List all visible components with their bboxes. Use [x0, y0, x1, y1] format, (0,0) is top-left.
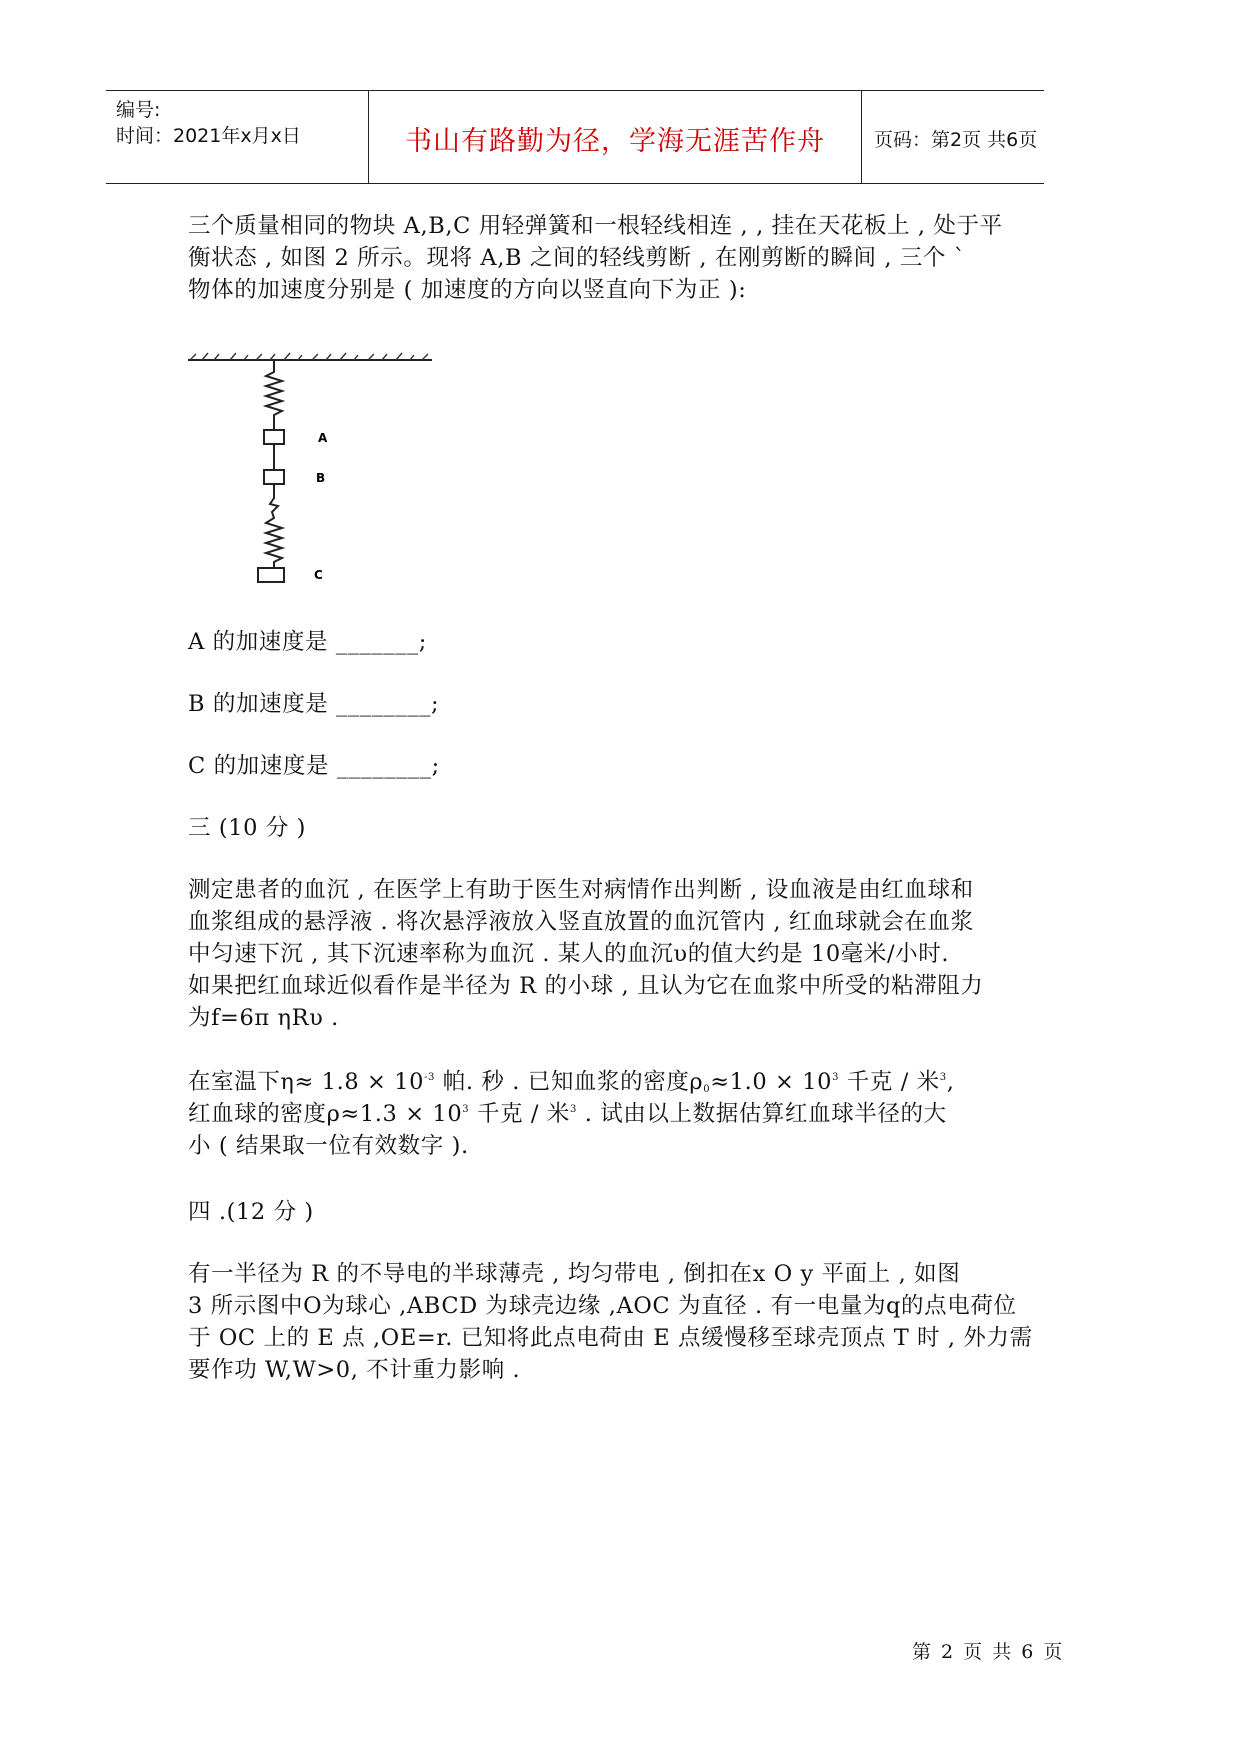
problem4-heading-text: 四 .(12 分 )	[188, 1199, 314, 1225]
problem4-body-line: 有一半径为 R 的不导电的半球薄壳 , 均匀带电 , 倒扣在x O y 平面上 , 如图	[188, 1261, 961, 1287]
problem2-intro-line: 物体的加速度分别是 ( 加速度的方向以竖直向下为正 ):	[188, 277, 747, 303]
label-a: A	[318, 431, 328, 445]
problem3-body	[188, 874, 1058, 1034]
block-c	[258, 568, 284, 582]
document-time-label: 时间：2021年x月x日	[116, 125, 301, 147]
header-page-info: 页码：第2页 共6页	[874, 129, 1038, 151]
label-c: C	[314, 568, 323, 582]
upper-spring	[266, 360, 282, 430]
header-page-cell	[862, 91, 1044, 183]
spring-mass-figure	[186, 348, 446, 588]
page-footer: 第 2 页 共 6 页	[912, 1641, 1065, 1663]
problem3-data-line-3: 小 ( 结果取一位有效数字 ).	[188, 1133, 469, 1159]
problem4-heading	[188, 1196, 1058, 1228]
problem3-body-line: 血浆组成的悬浮液 . 将次悬浮液放入竖直放置的血沉管内 , 红血球就会在血浆	[188, 909, 974, 935]
problem4-body-line: 3 所示图中O为球心 ,ABCD 为球壳边缘 ,AOC 为直径 . 有一电量为q的点电荷位	[188, 1293, 1017, 1319]
block-a	[264, 430, 284, 444]
answer-c-text: C 的加速度是 ________;	[188, 753, 440, 779]
document-number-label: 编号:	[116, 99, 161, 121]
header-meta-cell	[106, 91, 369, 183]
problem3-data	[188, 1066, 1058, 1162]
problem3-body-line: 中匀速下沉 , 其下沉速率称为血沉 . 某人的血沉υ的值大约是 10毫米/小时.	[188, 941, 950, 967]
problem3-data-line-1: 在室温下$\eta\approx 1.8 \times 10^{-3}$ 帕. 秒 . 已知血浆的密度$\rho_0\approx 1.0 \times 10^3$ 千克 / 米$^3$,	[188, 1069, 955, 1095]
answer-a-text: A 的加速度是 _______;	[188, 629, 427, 655]
answer-line-b	[188, 688, 1058, 720]
block-b	[264, 470, 284, 484]
answer-line-c	[188, 750, 1058, 782]
ceiling	[188, 353, 432, 360]
problem3-heading-text: 三 (10 分 )	[188, 815, 307, 841]
problem3-heading	[188, 812, 1058, 844]
lower-spring	[266, 484, 282, 568]
problem4-body	[188, 1258, 1058, 1386]
problem2-intro-line: 衡状态 , 如图 2 所示。现将 A,B 之间的轻线剪断 , 在刚剪断的瞬间 , 三个 `	[188, 245, 966, 271]
problem3-body-line: 为f=6π ηRυ .	[188, 1005, 339, 1031]
page-header	[106, 90, 1044, 184]
header-motto: 书山有路勤为径，学海无涯苦作舟	[405, 126, 825, 157]
problem3-body-line: 测定患者的血沉 , 在医学上有助于医生对病情作出判断 , 设血液是由红血球和	[188, 877, 974, 903]
problem4-body-line: 要作功 W,W>0, 不计重力影响 .	[188, 1357, 521, 1383]
problem4-body-line: 于 OC 上的 E 点 ,OE=r. 已知将此点电荷由 E 点缓慢移至球壳顶点 T 时 , 外力需	[188, 1325, 1033, 1351]
answer-line-a	[188, 626, 1058, 658]
problem2-intro-line: 三个质量相同的物块 A,B,C 用轻弹簧和一根轻线相连 , , 挂在天花板上 , 处于平	[188, 213, 1003, 239]
problem3-body-line: 如果把红血球近似看作是半径为 R 的小球 , 且认为它在血浆中所受的粘滞阻力	[188, 973, 984, 999]
header-motto-cell	[369, 91, 862, 183]
answer-b-text: B 的加速度是 ________;	[188, 691, 440, 717]
problem2-intro	[188, 210, 1058, 306]
problem3-data-line-2: 红血球的密度$\rho\approx 1.3 \times 10^3$ 千克 / 米$^3$ . 试由以上数据估算红血球半径的大	[188, 1101, 947, 1127]
label-b: B	[316, 471, 326, 485]
